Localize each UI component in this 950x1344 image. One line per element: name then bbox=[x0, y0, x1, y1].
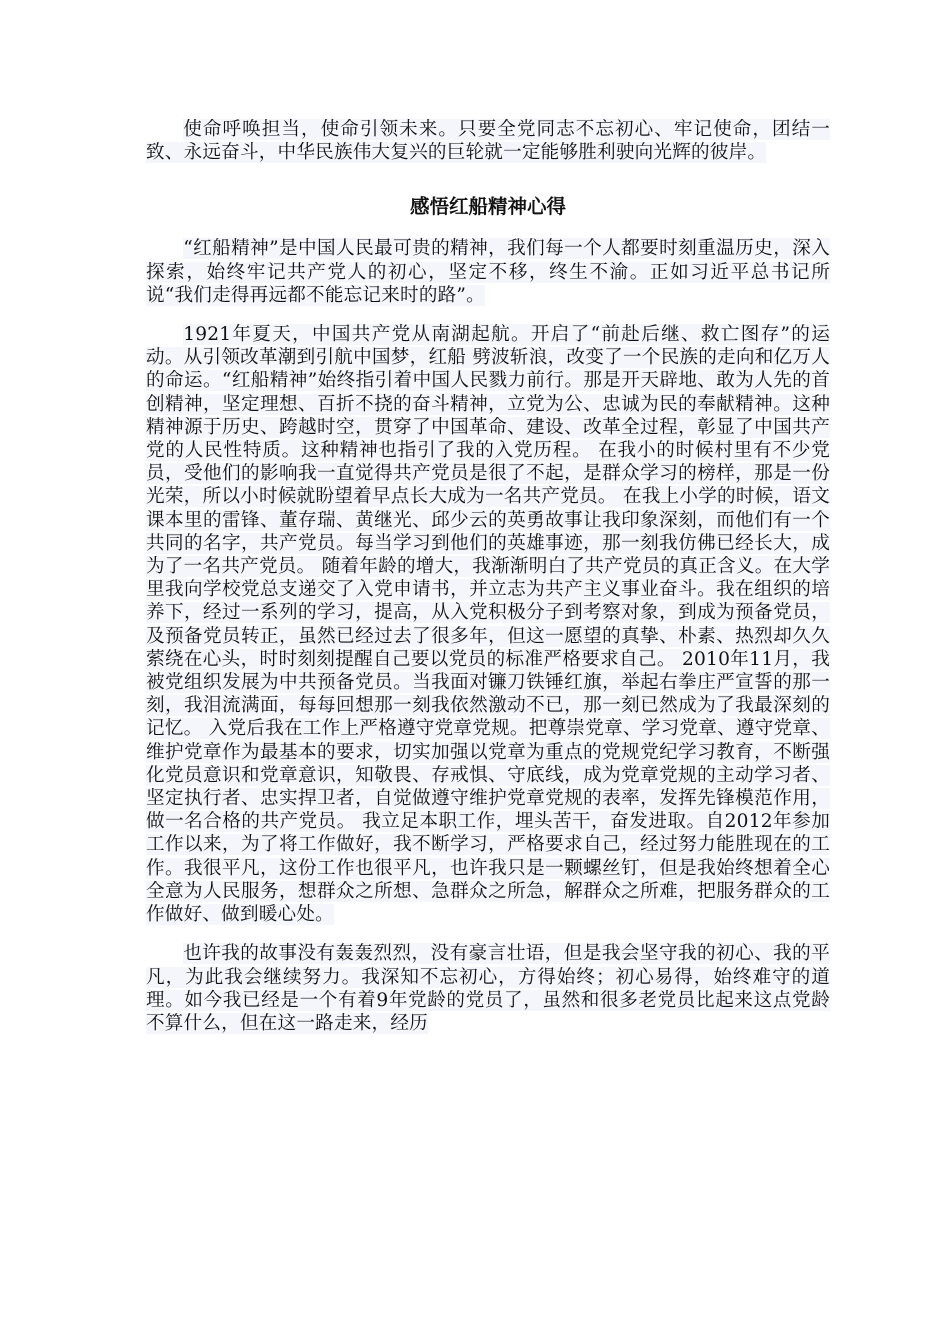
section-title: 感悟红船精神心得 bbox=[409, 195, 566, 219]
intro-paragraph: 使命呼唤担当，使命引领未来。只要全党同志不忘初心、牢记使命，团结一致、永远奋斗，中华民族伟大复兴的巨轮就一定能够胜利驶向光辉的彼岸。 bbox=[146, 119, 830, 164]
paragraph-red-boat-spirit: “红船精神”是中国人民最可贵的精神，我们每一个人都要时刻重温历史，深入探索，始终牢记共产党人的初心，坚定不移，终生不渝。正如习近平总书记所说“我们走得再远都不能忘记来时的路”。 bbox=[146, 238, 830, 306]
paragraph-closing: 也许我的故事没有轰轰烈烈，没有豪言壮语，但是我会坚守我的初心、我的平凡，为此我会继续努力。我深知不忘初心，方得始终；初心易得，始终难守的道理。如今我已经是一个有着9年党龄的党员了，虽然和很多老党员比起来这点党龄不算什么，但在这一路走来，经历 bbox=[146, 943, 830, 1034]
document-page bbox=[146, 118, 830, 1035]
paragraph-party-journey: 1921年夏天，中国共产党从南湖起航。开启了“前赴后继、救亡图存”的运动。从引领改革潮到引航中国梦，红船 劈波斩浪，改变了一个民族的走向和亿万人的命运。“红船精神”始终指引着中国人民戮力前行。那是开天辟地、敢为人先的首创精神，坚定理想、百折不挠的奋斗精神，立党为公、忠诚为民的奉献精神。这种精神源于历史、跨越时空，贯穿了中国革命、建设、改革全过程，彰显了中国共产党的人民性特质。这种精神也指引了我的入党历程。 在我小的时候村里有不少党员，受他们的影响我一直觉得共产党员是很了不起，是群众学习的榜样，那是一份光荣，所以小时候就盼望着早点长大成为一名共产党员。 在我上小学的时候，语文课本里的雷锋、董存瑞、黄继光、邱少云的英勇故事让我印象深刻，而他们有一个共同的名字，共产党员。每当学习到他们的英雄事迹，那一刻我仿佛已经长大，成为了一名共产党员。 随着年龄的增大，我渐渐明白了共产党员的真正含义。在大学里我向学校党总支递交了入党申请书，并立志为共产主义事业奋斗。我在组织的培养下，经过一系列的学习，提高，从入党积极分子到考察对象，到成为预备党员，及预备党员转正，虽然已经过去了很多年，但这一愿望的真挚、朴素、热烈却久久萦绕在心头，时时刻刻提醒自己要以党员的标准严格要求自己。 2010年11月，我被党组织发展为中共预备党员。当我面对镰刀铁锤红旗，举起右拳庄严宣誓的那一刻，我泪流满面，每每回想那一刻我依然激动不已，那一刻已然成为了我最深刻的记忆。 入党后我在工作上严格遵守党章党规。把尊崇党章、学习党章、遵守党章、维护党章作为最基本的要求，切实加强以党章为重点的党规党纪学习教育，不断强化党员意识和党章意识，知敬畏、存戒惧、守底线，成为党章党规的主动学习者、坚定执行者、忠实捍卫者，自觉做遵守维护党章党规的表率，发挥先锋模范作用，做一名合格的共产党员。 我立足本职工作，埋头苦干，奋发进取。自2012年参加工作以来，为了将工作做好，我不断学习，严格要求自己，经过努力能胜现在的工作。我很平凡，这份工作也很平凡，也许我只是一颗螺丝钉，但是我始终想着全心全意为人民服务，想群众之所想、急群众之所急，解群众之所难，把服务群众的工作做好、做到暖心处。 bbox=[146, 324, 830, 926]
